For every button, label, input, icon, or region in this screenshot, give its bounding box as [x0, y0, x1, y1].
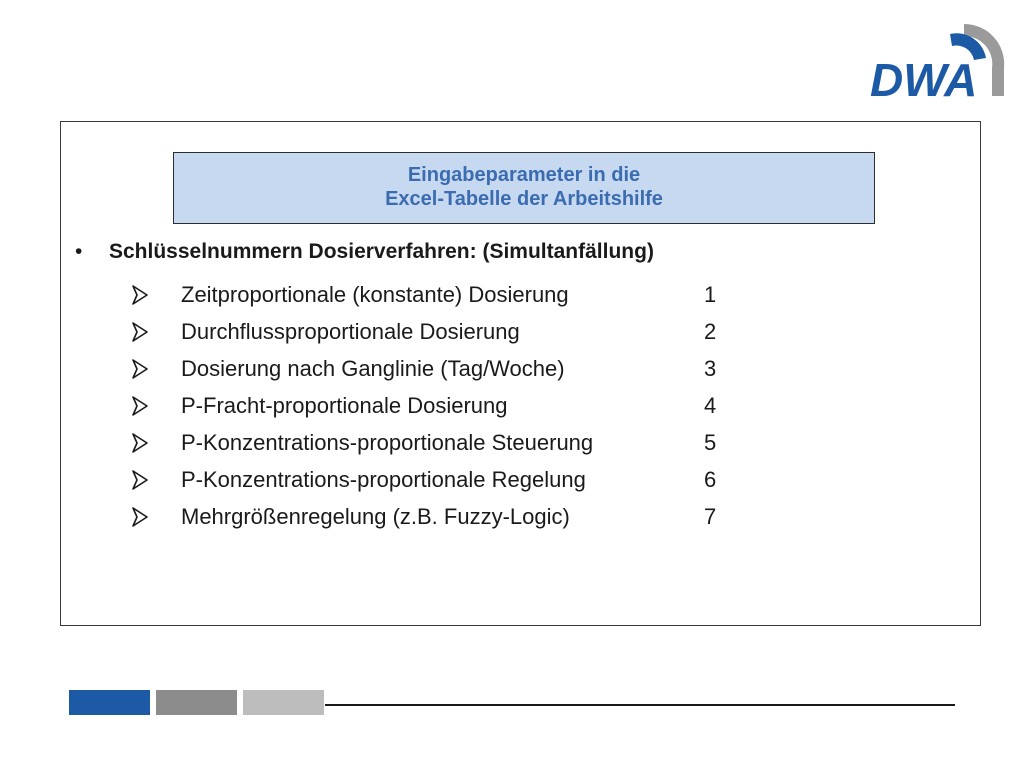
title-box [173, 152, 875, 224]
list-item [131, 467, 771, 504]
main-bullet [75, 240, 654, 264]
list-item [131, 393, 771, 430]
arrow-bullet-icon [131, 432, 149, 454]
logo-text: DWA [870, 54, 978, 100]
content-frame [60, 121, 981, 626]
item-number: 4 [704, 393, 717, 418]
item-number: 3 [704, 356, 717, 381]
arrow-bullet-icon [131, 506, 149, 528]
title-line-1: Eingabeparameter in die [407, 164, 641, 186]
list-item [131, 282, 771, 319]
list-item [131, 319, 771, 356]
list-item [131, 430, 771, 467]
item-label: P-Fracht-proportionale Dosierung [181, 393, 508, 418]
arrow-bullet-icon [131, 469, 149, 491]
footer-bar-gray [156, 690, 237, 715]
item-number: 2 [704, 319, 717, 344]
arrow-bullet-icon [131, 321, 149, 343]
footer-bar-lightgray [243, 690, 324, 715]
footer-divider [325, 704, 955, 706]
arrow-bullet-icon [131, 358, 149, 380]
dwa-logo-icon [868, 18, 1013, 100]
item-label: Durchflussproportionale Dosierung [181, 319, 520, 344]
arrow-bullet-icon [131, 284, 149, 306]
arrow-bullet-icon [131, 395, 149, 417]
footer-bar-blue [69, 690, 150, 715]
item-number: 5 [704, 430, 717, 455]
list-item [131, 356, 771, 393]
list-item [131, 504, 771, 541]
item-label: P-Konzentrations-proportionale Steuerung [181, 430, 594, 455]
item-number: 7 [704, 504, 717, 529]
main-bullet-text: Schlüsselnummern Dosierverfahren: (Simultanfällung) [109, 240, 654, 263]
item-label: Zeitproportionale (konstante) Dosierung [181, 282, 569, 307]
item-label: P-Konzentrations-proportionale Regelung [181, 467, 586, 492]
item-list [131, 282, 771, 541]
item-label: Dosierung nach Ganglinie (Tag/Woche) [181, 356, 565, 381]
bullet-dot: • [75, 240, 83, 263]
item-number: 6 [704, 467, 717, 492]
item-label: Mehrgrößenregelung (z.B. Fuzzy-Logic) [181, 504, 570, 529]
item-number: 1 [704, 282, 717, 307]
title-line-2: Excel-Tabelle der Arbeitshilfe [385, 188, 663, 210]
